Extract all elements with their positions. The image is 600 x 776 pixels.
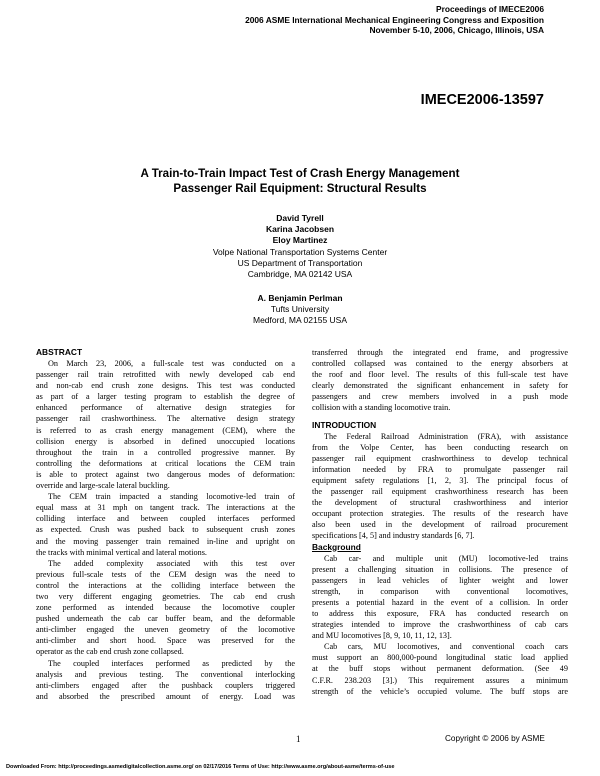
text-line: collision with a standing locomotive train.: [312, 403, 451, 413]
title-line: A Train-to-Train Impact Test of Crash Energy Management: [140, 167, 460, 180]
text-line: must support an 800,000-pound longitudinal static load applied: [312, 653, 568, 663]
text-line: the tracks with minimal vertical and lateral motions.: [36, 547, 207, 557]
proceedings-header: [245, 4, 544, 36]
text-line: presents a potential hazard in the event of a collision. In order: [312, 597, 568, 607]
text-line: collision energy is absorbed in defined unoccupied locations: [36, 436, 295, 446]
text-line: analysis and previous testing. The conventional interlocking: [36, 669, 295, 679]
text-line: operator as the cab end crush zone collapsed.: [36, 647, 184, 657]
text-line: enhanced performance of alternative design strategies for: [36, 403, 295, 413]
text-line: controlling the deformations at critical locations the CEM train: [36, 458, 295, 468]
text-line: information needed by FRA to promulgate passenger rail: [312, 464, 568, 474]
text-line: passenger rail equipment crashworthiness to develop technical: [312, 453, 568, 463]
text-line: passenger rail train retrofitted with newly developed cab end: [36, 370, 295, 380]
affiliation-line: Volpe National Transportation Systems Center: [212, 246, 388, 257]
paragraph: [36, 491, 295, 558]
author-name: David Tyrell: [276, 213, 324, 223]
text-line: anti-climber engaged the uneven geometry of the locomotive: [36, 625, 295, 635]
text-line: present a challenging situation in collisions. The presence of: [312, 564, 568, 574]
header-line: November 5-10, 2006, Chicago, Illinois, USA: [369, 25, 544, 35]
text-line: passengers in lead vehicles of lighter weight and lower: [312, 575, 568, 585]
paper-id: IMECE2006-13597: [420, 92, 544, 108]
paragraph: [312, 641, 568, 696]
title-line: Passenger Rail Equipment: Structural Results: [173, 182, 427, 195]
text-line: the roof and floor level. The results of this full-scale test have: [312, 370, 568, 380]
text-line: pushed underneath the cab car buffer beam, and the deformable: [36, 614, 295, 624]
text-line: control the interactions at the colliding interface between the: [36, 580, 295, 590]
text-line: occupant protection strategies. The results of the research have: [312, 509, 568, 519]
text-line: specifications [4, 5] and industry standards [6, 7].: [312, 531, 475, 541]
text-line: two very different engaging geometries. The cab end crush: [36, 591, 295, 601]
paragraph: [36, 658, 295, 702]
text-line: strategies intended to improve the crashworthiness of cab cars: [312, 620, 568, 630]
text-line: strength of the vehicle’s occupied volume. The buff stops are: [312, 686, 568, 696]
text-line: and non-cab end crush zone designs. This test was conducted: [36, 381, 295, 391]
left-column: [36, 347, 295, 702]
author-name: Karina Jacobsen: [265, 224, 335, 235]
text-line: previous full-scale tests of the CEM design was the need to: [36, 569, 295, 579]
text-line: also been used in the development of railroad procurement: [312, 520, 568, 530]
text-line: The coupled interfaces performed as predicted by the: [48, 658, 295, 668]
text-line: clearly demonstrated the significant enhancement in safety for: [312, 381, 568, 391]
paragraph: [312, 553, 568, 642]
text-line: the passenger rail equipment crashworthiness research has been: [312, 487, 568, 497]
download-notice: Downloaded From: http://proceedings.asmedigitalcollection.asme.org/ on 02/17/2016 Terms of Use: http://www.asme.org/about-asme/terms-of-use: [6, 764, 395, 770]
text-line: colliding interface and between coupled interfaces performed: [36, 514, 295, 524]
paper-title: [0, 166, 600, 196]
affiliation-line: US Department of Transportation: [237, 257, 363, 268]
copyright-notice: Copyright © 2006 by ASME: [445, 734, 545, 743]
text-line: The Federal Railroad Administration (FRA), with assistance: [324, 431, 568, 441]
text-line: The CEM train impacted a standing locomotive-led train of: [48, 492, 295, 502]
paragraph: [312, 347, 568, 414]
affiliation-line: Medford, MA 02155 USA: [252, 315, 348, 326]
text-line: equal mass at 31 mph on tangent track. The interactions at the: [36, 503, 295, 513]
text-line: Cab car- and multiple unit (MU) locomotive-led trains: [324, 553, 568, 563]
text-line: passengers and crew members involved in a push mode: [312, 392, 568, 402]
paragraph: [36, 358, 295, 491]
section-heading: INTRODUCTION: [312, 419, 377, 430]
text-line: as expected. Crush was pushed back to subsequent crush zones: [36, 525, 295, 535]
text-line: and the moving passenger train remained in-line and upright on: [36, 536, 295, 546]
section-heading: ABSTRACT: [36, 347, 83, 357]
paragraph: [312, 431, 568, 542]
text-line: strength, in comparison with conventional locomotives,: [312, 586, 568, 596]
text-line: equipment safety regulations [1, 2, 3]. The principal focus of: [312, 475, 568, 485]
text-line: at the buff stops without permanent deformation. (See 49: [312, 664, 568, 674]
text-line: the development of structural crashworthiness and interior: [312, 498, 568, 508]
text-line: as part of a larger testing program to establish the degree of: [36, 392, 295, 402]
text-line: zone performed as intended because the locomotive coupler: [36, 603, 295, 613]
text-line: transferred through the integrated end frame, and progressive: [312, 348, 568, 357]
text-line: C.F.R. 238.203 [3].) This requirement assures a minimum: [312, 675, 568, 685]
text-line: anti-climbers engaged after the pushback couplers triggered: [36, 680, 295, 690]
text-line: On March 23, 2006, a full-scale test was conducted on a: [48, 359, 295, 368]
affiliation-line: Tufts University: [270, 304, 330, 315]
text-line: override and large-scale lateral buckling.: [36, 481, 170, 491]
text-line: to address this exposure, FRA has conducted research on: [312, 608, 568, 618]
text-line: controlled collapsed was contained to the energy absorbers at: [312, 359, 568, 369]
text-line: throughout the train in a controlled progressive manner. By: [36, 447, 295, 457]
author-group: [0, 213, 600, 280]
paragraph: [36, 558, 295, 658]
affiliation-line: Cambridge, MA 02142 USA: [247, 269, 353, 280]
author-name: A. Benjamin Perlman: [257, 293, 343, 303]
text-line: anti-climber and short hood. Space was preserved for the: [36, 636, 295, 646]
text-line: is able to protect against two dangerous modes of deformation:: [36, 469, 295, 479]
text-line: from the Volpe Center, has been conducting research on: [312, 442, 568, 452]
header-line: Proceedings of IMECE2006: [436, 4, 544, 14]
right-column: [312, 347, 568, 697]
section-heading: Background: [312, 541, 361, 552]
text-line: Cab cars, MU locomotives, and conventional coach cars: [324, 642, 568, 652]
author-group: [0, 293, 600, 327]
text-line: and absorbed the prescribed amount of energy. Load was: [36, 691, 295, 701]
text-line: is referred to as crash energy management (CEM), where the: [36, 425, 295, 435]
text-line: and MU locomotives [8, 9, 10, 11, 12, 13].: [312, 631, 452, 641]
page-number: 1: [296, 734, 301, 744]
text-line: passenger rail crashworthiness. The alternative design strategy: [36, 414, 295, 424]
author-name: Eloy Martinez: [272, 235, 328, 246]
header-line: 2006 ASME International Mechanical Engineering Congress and Exposition: [245, 14, 544, 25]
text-line: The added complexity associated with this test over: [48, 558, 295, 568]
